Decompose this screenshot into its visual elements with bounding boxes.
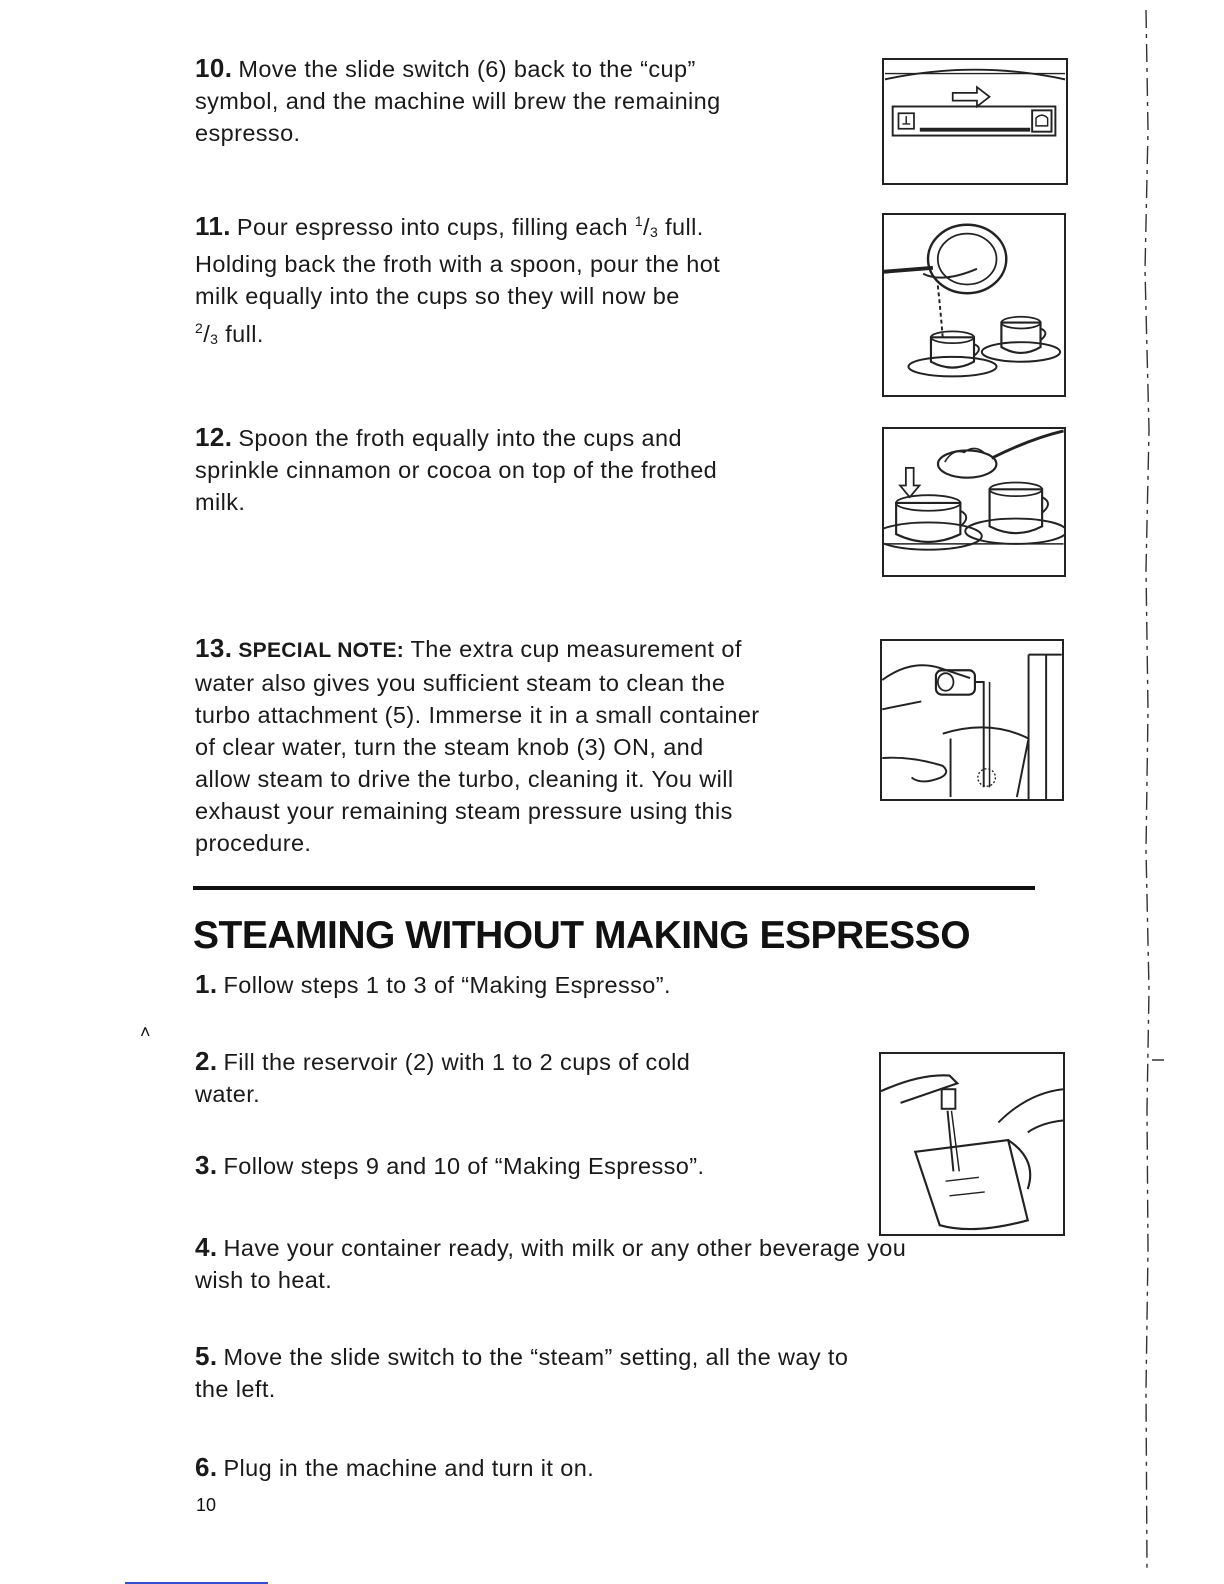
- step-number: 10.: [195, 53, 233, 83]
- step-text-line: wish to heat.: [195, 1267, 333, 1293]
- step-text-line: water also gives you sufficient steam to clean the: [195, 670, 726, 696]
- step-text-line: milk equally into the cups so they will now be: [195, 283, 680, 309]
- spoon-froth-illustration: [882, 427, 1066, 577]
- step-number: 5.: [195, 1341, 218, 1371]
- step-number: 2.: [195, 1046, 218, 1076]
- step-text-line: Spoon the froth equally into the cups and: [238, 425, 682, 451]
- step-text-line: exhaust your remaining steam pressure using this: [195, 798, 733, 824]
- step-13: 13. SPECIAL NOTE: The extra cup measurement of water also gives you sufficient steam to clean the turbo attachment (5). Immerse it in a small container of clear water, turn the steam knob (3) ON, and allow steam to drive the turbo, cleaning it. You will exhaust your remaining steam pressure using this procedure.: [195, 633, 760, 856]
- step-text-line: Fill the reservoir (2) with 1 to 2 cups of cold: [223, 1049, 691, 1075]
- step-text-line: allow steam to drive the turbo, cleaning it. You will: [195, 766, 734, 792]
- step-10: [195, 52, 721, 149]
- section-step-3: [195, 1149, 704, 1182]
- section-step-4: [195, 1231, 906, 1296]
- step-text-line: Follow steps 9 and 10 of “Making Espresso”.: [223, 1153, 705, 1179]
- step-text-line: espresso.: [195, 120, 301, 146]
- step-text-line: the left.: [195, 1376, 276, 1402]
- step-12: [195, 421, 717, 518]
- step-11: 11. Pour espresso into cups, filling each $^1/_3$ full. Holding back the froth with a spoon, pour the hot milk equally into the cups so they will now be $^2/_3$ full.: [195, 211, 721, 347]
- spoon-froth-drawing: [884, 429, 1064, 575]
- step-text-line: Plug in the machine and turn it on.: [223, 1455, 595, 1481]
- clean-turbo-drawing: [882, 641, 1062, 799]
- clean-turbo-illustration: [880, 639, 1064, 801]
- step-text-line: procedure.: [195, 830, 312, 856]
- step-number: 11.: [195, 211, 231, 241]
- step-text-line: Move the slide switch (6) back to the “cup”: [238, 56, 696, 82]
- scan-edge-marks: [1134, 10, 1164, 1570]
- step-number: 12.: [195, 422, 233, 452]
- fill-carafe-drawing: [881, 1054, 1063, 1234]
- special-note-label: SPECIAL NOTE:: [238, 639, 405, 662]
- step-number: 3.: [195, 1150, 218, 1180]
- section-step-5: [195, 1340, 848, 1405]
- section-divider: [193, 886, 1035, 890]
- step-number: 4.: [195, 1232, 218, 1262]
- slide-switch-illustration: [882, 58, 1068, 185]
- fill-carafe-illustration: [879, 1052, 1065, 1236]
- margin-mark: ˄: [140, 1022, 151, 1042]
- step-text-line: Move the slide switch to the “steam” setting, all the way to: [223, 1344, 849, 1370]
- step-number: 6.: [195, 1452, 218, 1482]
- step-text-line: turbo attachment (5). Immerse it in a small container: [195, 702, 760, 728]
- fraction-one-third: $^1/_3$: [634, 213, 659, 240]
- step-text-line: symbol, and the machine will brew the remaining: [195, 88, 721, 114]
- step-text-line: Holding back the froth with a spoon, pour the hot: [195, 251, 721, 277]
- step-text-line: water.: [195, 1081, 261, 1107]
- pour-milk-drawing: [884, 215, 1064, 395]
- section-step-2: [195, 1045, 690, 1110]
- step-text-line: Pour espresso into cups, filling each: [236, 214, 635, 240]
- section-step-6: [195, 1451, 594, 1484]
- fraction-two-thirds: $^2/_3$: [195, 320, 219, 347]
- slide-switch-drawing: [884, 60, 1066, 183]
- step-number: 1.: [195, 969, 218, 999]
- section-heading: STEAMING WITHOUT MAKING ESPRESSO: [193, 914, 971, 957]
- step-text-line: sprinkle cinnamon or cocoa on top of the frothed: [195, 457, 718, 483]
- pour-milk-illustration: [882, 213, 1066, 397]
- page-number: 10: [196, 1495, 217, 1515]
- step-text-line: of clear water, turn the steam knob (3) ON, and: [195, 734, 704, 760]
- section-step-1: [195, 968, 671, 1001]
- step-number: 13.: [195, 633, 233, 663]
- step-text-line: milk.: [195, 489, 246, 515]
- step-text-line: Follow steps 1 to 3 of “Making Espresso”.: [223, 972, 671, 998]
- step-text-line: Have your container ready, with milk or any other beverage you: [223, 1235, 907, 1261]
